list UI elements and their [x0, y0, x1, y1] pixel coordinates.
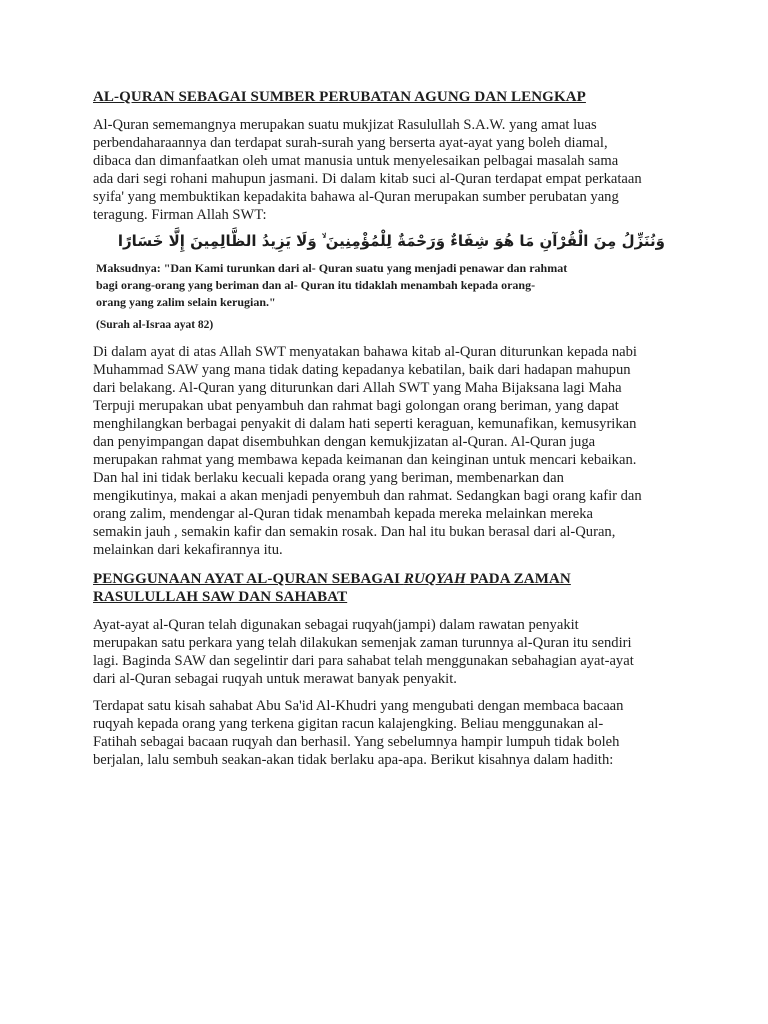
- heading-line: RASULULLAH SAW DAN SAHABAT: [93, 589, 348, 605]
- meaning-line: orang yang zalim selain kerugian.": [96, 295, 276, 309]
- paragraph-line: dari belakang. Al-Quran yang diturunkan dari Allah SWT yang Maha Bijaksana lagi Maha: [93, 380, 622, 396]
- paragraph-line: semakin jauh , semakin kafir dan semakin rosak. Dan hal itu bukan berasal dari al-Quran,: [93, 524, 616, 540]
- paragraph-line: menghilangkan berbagai penyakit di dalam hati seperti keraguan, kemunafikan, kemusyrikan: [93, 416, 637, 432]
- verse-citation: (Surah al-Israa ayat 82): [96, 319, 214, 331]
- paragraph-line: ruqyah kepada orang yang terkena gigitan racun kalajengking. Beliau menggunakan al-: [93, 716, 604, 732]
- paragraph-line: melainkan dari kekafirannya itu.: [93, 542, 283, 558]
- paragraph-line: orang zalim, mendengar al-Quran tidak menambah kepada mereka melainkan mereka: [93, 506, 594, 522]
- paragraph-line: dibaca dan dimanfaatkan oleh umat manusia untuk menyelesaikan pelbagai masalah sama: [93, 153, 619, 169]
- paragraph-line: Ayat-ayat al-Quran telah digunakan sebagai ruqyah(jampi) dalam rawatan penyakit: [93, 617, 579, 633]
- paragraph-line: syifa' yang membuktikan kepadakita bahawa al-Quran merupakan sumber perubatan yang: [93, 189, 619, 205]
- paragraph-line: Terdapat satu kisah sahabat Abu Sa'id Al-Khudri yang mengubati dengan membaca bacaan: [93, 698, 624, 714]
- arabic-verse: وَنُنَزِّلُ مِنَ الْقُرْآنِ مَا هُوَ شِفَاءٌ وَرَحْمَةٌ لِلْمُؤْمِنِينَ ۙ وَلَا يَزِيدُ الظَّالِمِينَ إِلَّا خَسَارًا: [117, 232, 665, 250]
- paragraph-line: perbendaharaannya dan terdapat surah-surah yang berserta ayat-ayat yang boleh diamal,: [93, 135, 608, 151]
- heading-italic-ruqyah: RUQYAH: [403, 571, 466, 587]
- paragraph-line: merupakan satu perkara yang telah dilakukan semenjak zaman turunnya al-Quran itu sendiri: [93, 635, 632, 651]
- explanation-paragraph: [93, 343, 683, 559]
- paragraph-line: mengikutinya, makai a akan menjadi penyembuh dan rahmat. Sedangkan bagi orang kafir dan: [93, 488, 642, 504]
- intro-paragraph: [93, 116, 683, 224]
- paragraph-line: Al-Quran sememangnya merupakan suatu mukjizat Rasulullah S.A.W. yang amat luas: [93, 117, 597, 133]
- ruqyah-paragraph-2: [93, 697, 683, 769]
- verse-meaning: [96, 260, 567, 311]
- paragraph-line: lagi. Baginda SAW dan segelintir dari para sahabat telah menggunakan sebahagian ayat-ayat: [93, 653, 634, 669]
- verse-image-block: [93, 230, 683, 340]
- paragraph-line: Di dalam ayat di atas Allah SWT menyatakan bahawa kitab al-Quran diturunkan kepada nabi: [93, 344, 637, 360]
- heading-part: PENGGUNAAN AYAT AL-QURAN SEBAGAI: [93, 571, 404, 587]
- paragraph-line: Dan hal ini tidak berlaku kecuali kepada orang yang beriman, membenarkan dan: [93, 470, 564, 486]
- meaning-label: Maksudnya:: [96, 261, 161, 275]
- section-heading-ruqyah: [93, 570, 571, 606]
- ruqyah-paragraph-1: [93, 616, 683, 688]
- heading-part: PADA ZAMAN: [465, 571, 571, 587]
- paragraph-line: Fatihah sebagai bacaan ruqyah dan berhasil. Yang sebelumnya hampir lumpuh tidak boleh: [93, 734, 620, 750]
- paragraph-line: merupakan rahmat yang membawa kepada keimanan dan keinginan untuk mencari kebaikan.: [93, 452, 637, 468]
- paragraph-line: berjalan, lalu sembuh seakan-akan tidak berlaku apa-apa. Berikut kisahnya dalam hadith:: [93, 752, 614, 768]
- paragraph-line: dan penyimpangan dapat disembuhkan dengan kemukjizatan al-Quran. Al-Quran juga: [93, 434, 596, 450]
- paragraph-line: dari al-Quran sebagai ruqyah untuk merawat banyak penyakit.: [93, 671, 457, 687]
- paragraph-line: Muhammad SAW yang mana tidak dating kepadanya kebatilan, baik dari hadapan mahupun: [93, 362, 631, 378]
- paragraph-line: teragung. Firman Allah SWT:: [93, 207, 267, 223]
- section-heading-perubatan: AL-QURAN SEBAGAI SUMBER PERUBATAN AGUNG DAN LENGKAP: [93, 89, 586, 105]
- paragraph-line: ada dari segi rohani mahupun jasmani. Di dalam kitab suci al-Quran terdapat empat perkataan: [93, 171, 642, 187]
- meaning-line: "Dan Kami turunkan dari al- Quran suatu yang menjadi penawar dan rahmat: [163, 261, 568, 275]
- paragraph-line: Terpuji merupakan ubat penyambuh dan rahmat bagi golongan orang beriman, yang dapat: [93, 398, 619, 414]
- meaning-line: bagi orang-orang yang beriman dan al- Quran itu tidaklah menambah kepada orang-: [96, 278, 536, 292]
